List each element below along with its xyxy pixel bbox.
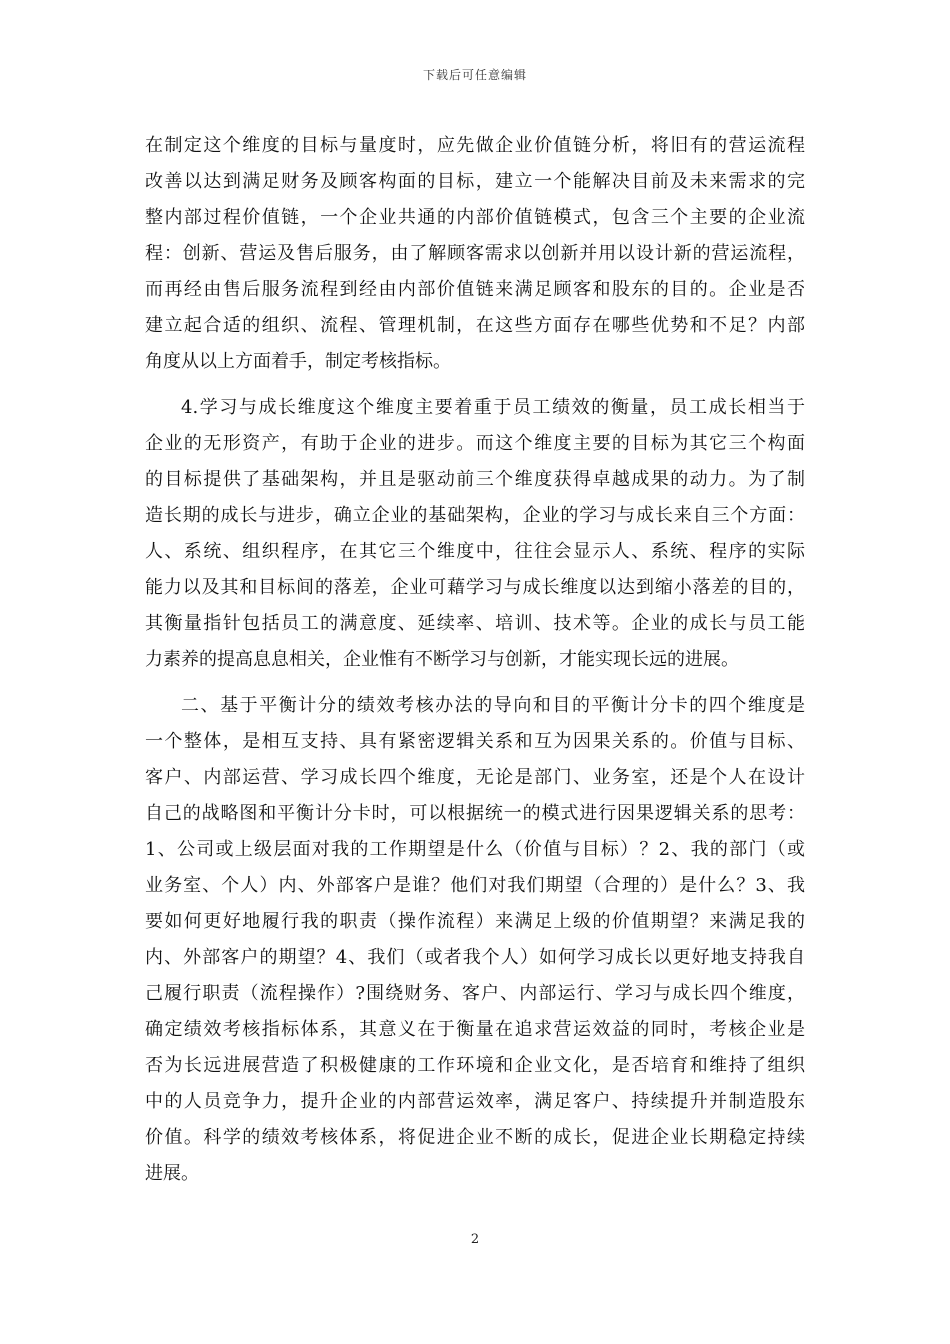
text-line: 整内部过程价值链，一个企业共通的内部价值链模式，包含三个主要的企业流 <box>145 207 805 228</box>
text-line: 客户、内部运营、学习成长四个维度，无论是部门、业务室，还是个人在设计 <box>145 767 805 788</box>
text-line: 的目标提供了基础架构，并且是驱动前三个维度获得卓越成果的动力。为了制 <box>145 469 805 490</box>
page-number: 2 <box>470 1232 480 1247</box>
text-line: 能力以及其和目标间的落差，企业可藉学习与成长维度以达到缩小落差的目的， <box>145 577 805 598</box>
text-line: 己履行职责（流程操作）?围绕财务、客户、内部运行、学习与成长四个维度， <box>145 983 805 1004</box>
page-header: 下载后可任意编辑 <box>422 68 527 82</box>
text-line: 企业的无形资产，有助于企业的进步。而这个维度主要的目标为其它三个构面 <box>145 433 805 454</box>
text-line: 人、系统、组织程序，在其它三个维度中，往往会显示人、系统、程序的实际 <box>145 541 805 562</box>
text-line: 价值。科学的绩效考核体系，将促进企业不断的成长，促进企业长期稳定持续 <box>145 1127 805 1148</box>
text-line: 改善以达到满足财务及顾客构面的目标，建立一个能解决目前及未来需求的完 <box>145 171 805 192</box>
text-line: 建立起合适的组织、流程、管理机制，在这些方面存在哪些优势和不足？内部 <box>145 315 805 336</box>
text-line: 程：创新、营运及售后服务，由了解顾客需求以创新并用以设计新的营运流程， <box>145 243 805 264</box>
text-line: 进展。 <box>145 1163 199 1184</box>
text-line: 确定绩效考核指标体系，其意义在于衡量在追求营运效益的同时，考核企业是 <box>145 1019 805 1040</box>
text-line: 力素养的提高息息相关，企业惟有不断学习与创新，才能实现长远的进展。 <box>145 649 739 670</box>
text-line: 造长期的成长与进步，确立企业的基础架构，企业的学习与成长来自三个方面： <box>145 505 805 526</box>
text-line: 一个整体，是相互支持、具有紧密逻辑关系和互为因果关系的。价值与目标、 <box>145 731 805 752</box>
text-line: 内、外部客户的期望？4、我们（或者我个人）如何学习成长以更好地支持我自 <box>145 947 805 968</box>
text-line: 在制定这个维度的目标与量度时，应先做企业价值链分析，将旧有的营运流程 <box>145 135 805 156</box>
text-line: 中的人员竞争力，提升企业的内部营运效率，满足客户、持续提升并制造股东 <box>145 1091 805 1112</box>
text-line: 4.学习与成长维度这个维度主要着重于员工绩效的衡量，员工成长相当于 <box>181 397 805 418</box>
text-line: 否为长远进展营造了积极健康的工作环境和企业文化，是否培育和维持了组织 <box>145 1055 805 1076</box>
text-line: 而再经由售后服务流程到经由内部价值链来满足顾客和股东的目的。企业是否 <box>145 279 805 300</box>
text-line: 二、基于平衡计分的绩效考核办法的导向和目的平衡计分卡的四个维度是 <box>181 695 805 716</box>
text-line: 自己的战略图和平衡计分卡时，可以根据统一的模式进行因果逻辑关系的思考： <box>145 803 805 824</box>
text-line: 角度从以上方面着手，制定考核指标。 <box>145 351 451 372</box>
text-line: 要如何更好地履行我的职责（操作流程）来满足上级的价值期望？来满足我的 <box>145 911 805 932</box>
text-line: 1、公司或上级层面对我的工作期望是什么（价值与目标）？2、我的部门（或 <box>145 839 805 860</box>
text-line: 其衡量指针包括员工的满意度、延续率、培训、技术等。企业的成长与员工能 <box>145 613 805 634</box>
text-line: 业务室、个人）内、外部客户是谁？他们对我们期望（合理的）是什么？3、我 <box>145 875 805 896</box>
